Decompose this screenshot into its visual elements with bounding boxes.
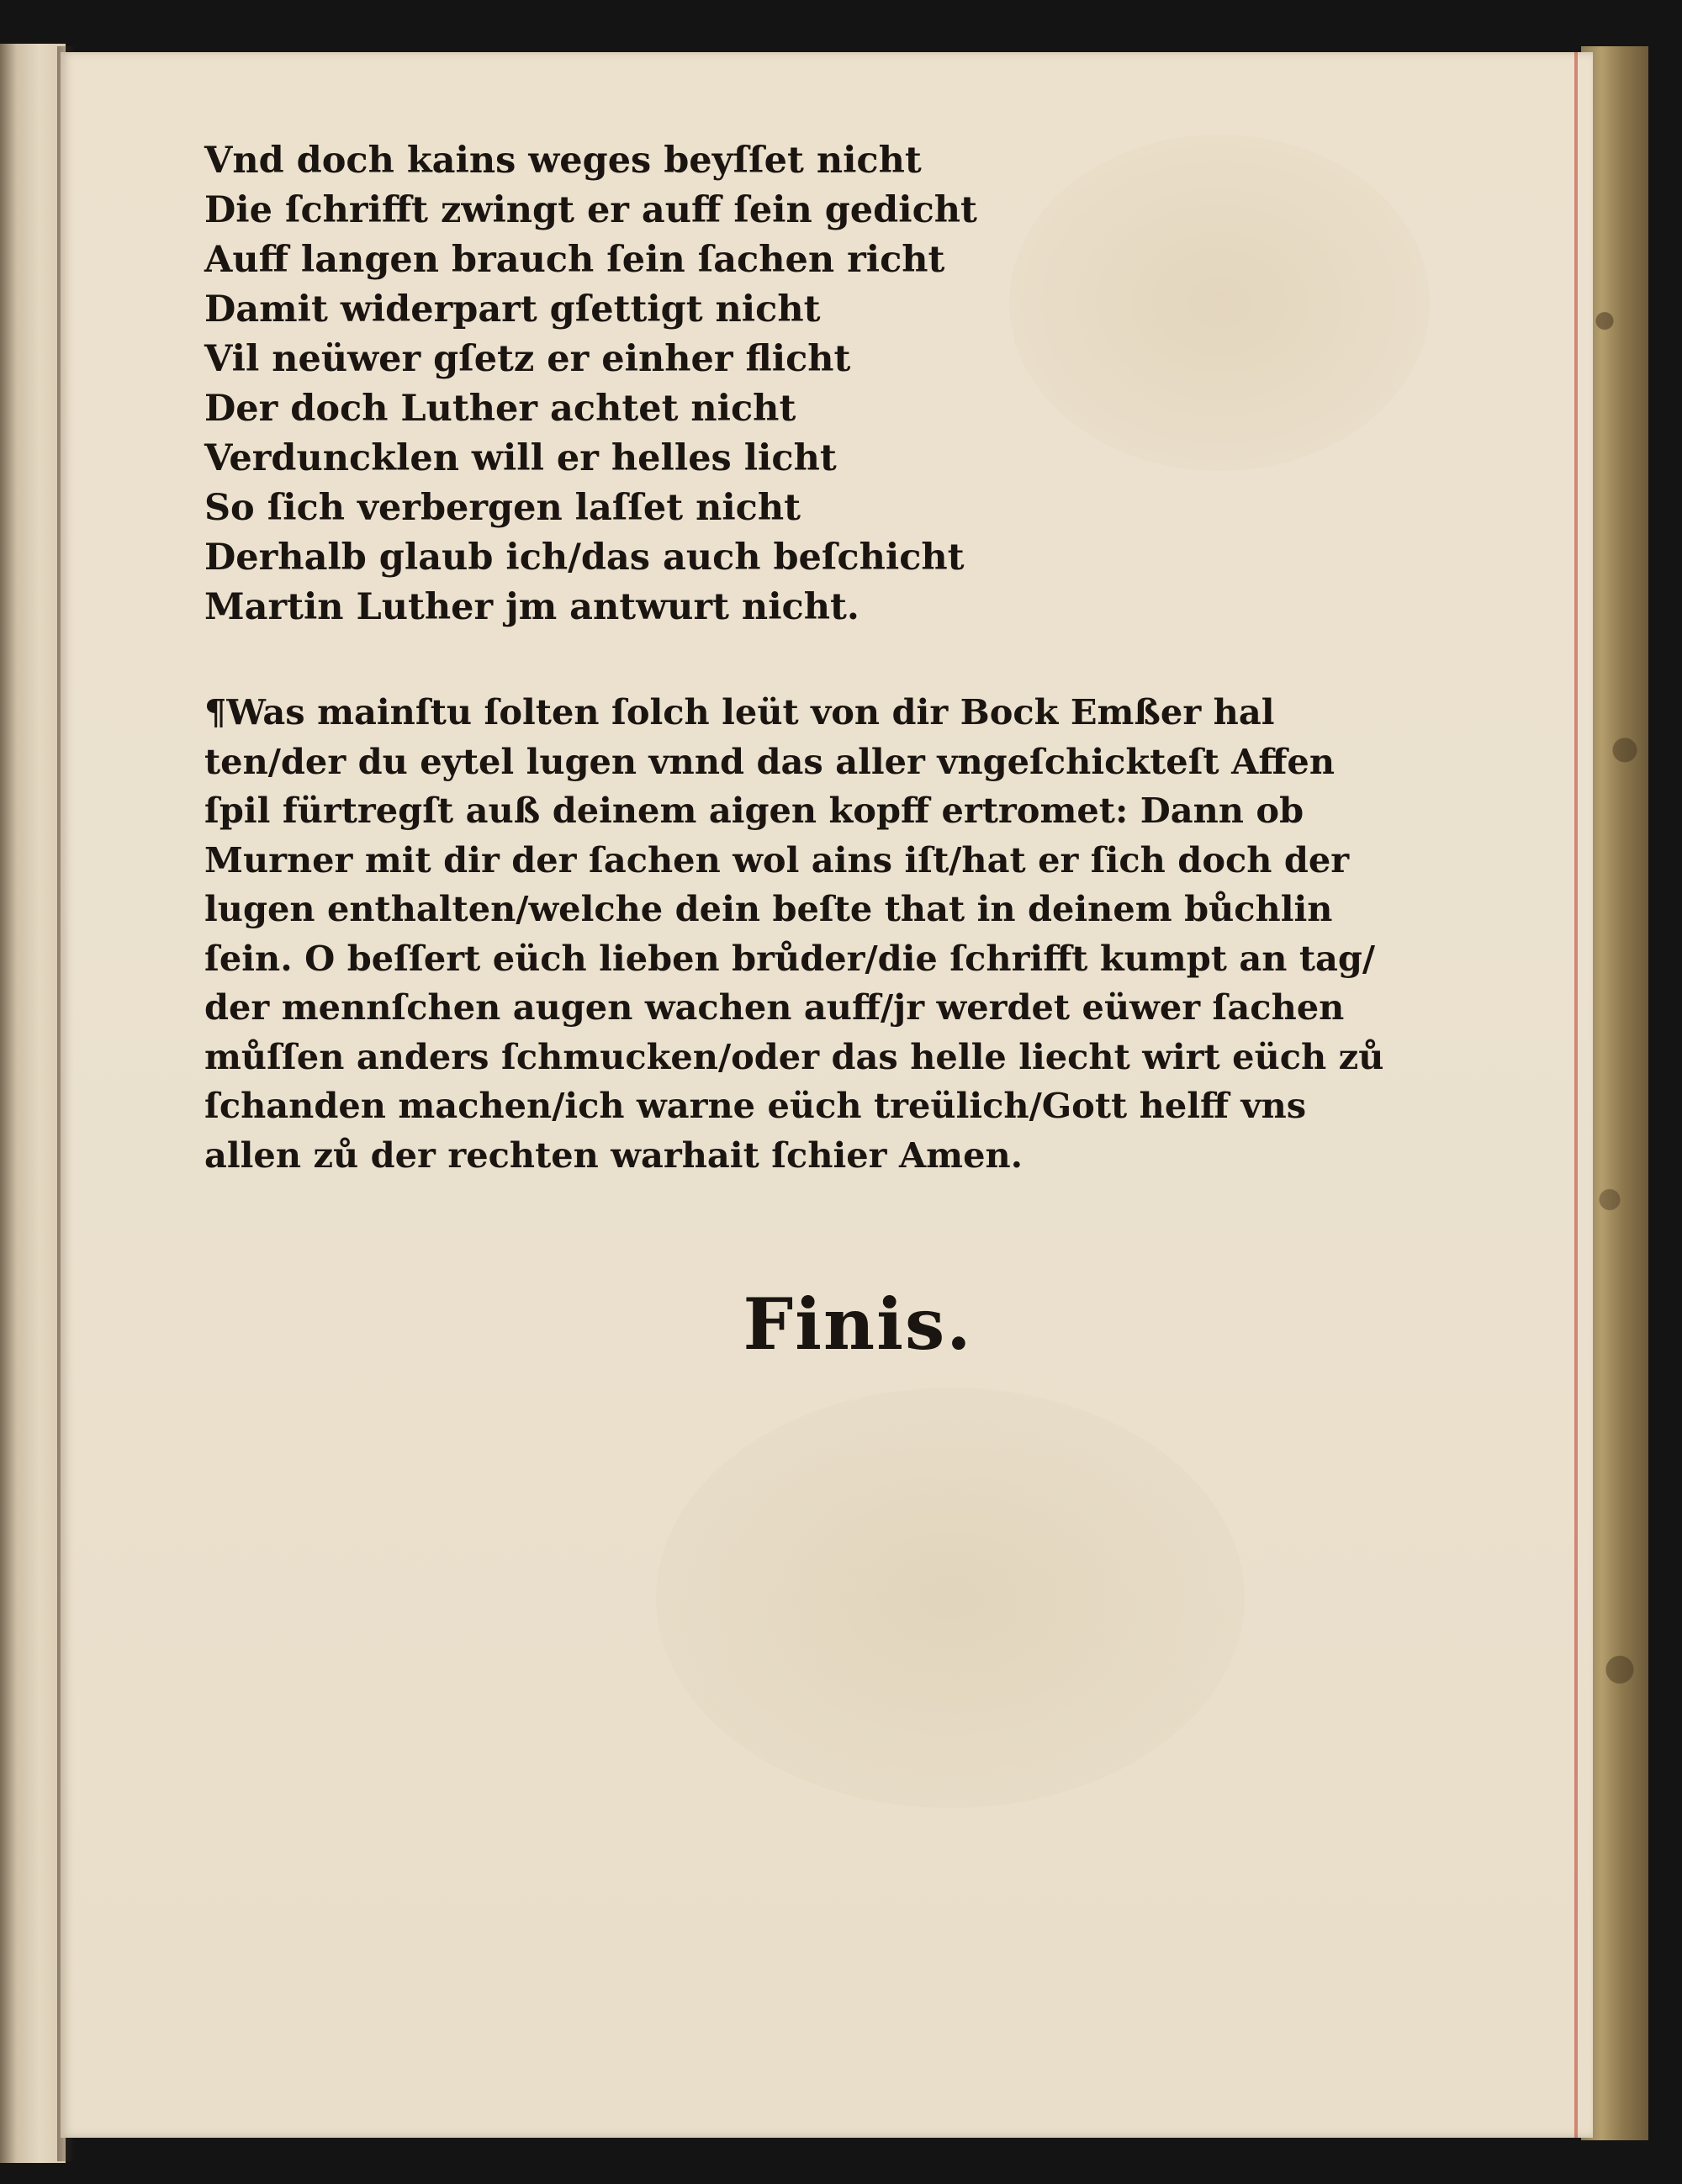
facing-page-edge	[0, 44, 66, 2163]
poem-line: Derhalb glaub ich/das auch beſchicht	[204, 537, 965, 579]
prose-line: lugen enthalten/welche dein beſte that in deinem bůchlin	[204, 888, 1333, 929]
poem-line: So ſich verbergen laſſet nicht	[204, 487, 801, 529]
poem-line: Verduncklen will er helles licht	[204, 437, 837, 479]
prose-line: ſchanden machen/ich warne eüch treülich/Gott helff vns	[204, 1085, 1307, 1126]
poem-line: Vil neüwer gſetz er einher flicht	[204, 338, 851, 380]
prose-line: ten/der du eytel lugen vnnd das aller vngeſchickteſt Affen	[204, 740, 1336, 782]
prose-line: allen zů der rechten warhait ſchier Amen.	[204, 1134, 1023, 1176]
paper-stain	[1009, 135, 1430, 471]
prose-paragraph	[204, 688, 1384, 1180]
prose-line: ſpil fürtregſt auß deinem aigen kopff ertromet: Dann ob	[204, 790, 1304, 831]
poem-line: Martin Luther jm antwurt nicht.	[204, 586, 860, 628]
finis-heading: Finis.	[743, 1282, 973, 1366]
poem-line: Der doch Luther achtet nicht	[204, 388, 796, 430]
poem-block	[204, 136, 977, 632]
binding-texture	[1589, 76, 1640, 2119]
page-edge-red	[1574, 52, 1578, 2138]
paper-stain	[656, 1388, 1245, 1808]
poem-line: Die ſchrifft zwingt er auff ſein gedicht	[204, 189, 977, 231]
prose-line-text: Was mainſtu ſolten ſolch leüt von dir Bock Emßer hal	[226, 691, 1275, 732]
prose-line: der mennſchen augen wachen auff/jr werdet eüwer ſachen	[204, 986, 1345, 1028]
poem-line: Damit widerpart gſettigt nicht	[204, 288, 821, 331]
prose-line	[204, 688, 1373, 738]
prose-line: Murner mit dir der ſachen wol ains iſt/hat er ſich doch der	[204, 838, 1350, 880]
poem-line: Auff langen brauch ſein ſachen richt	[204, 239, 945, 281]
pilcrow-mark: ¶	[204, 691, 227, 732]
prose-line: můſſen anders ſchmucken/oder das helle liecht wirt eüch zů	[204, 1035, 1384, 1077]
poem-line: Vnd doch kains weges beyſſet nicht	[204, 140, 922, 182]
prose-line: ſein. O beſſert eüch lieben brůder/die ſchrifft kumpt an tag/	[204, 937, 1376, 979]
